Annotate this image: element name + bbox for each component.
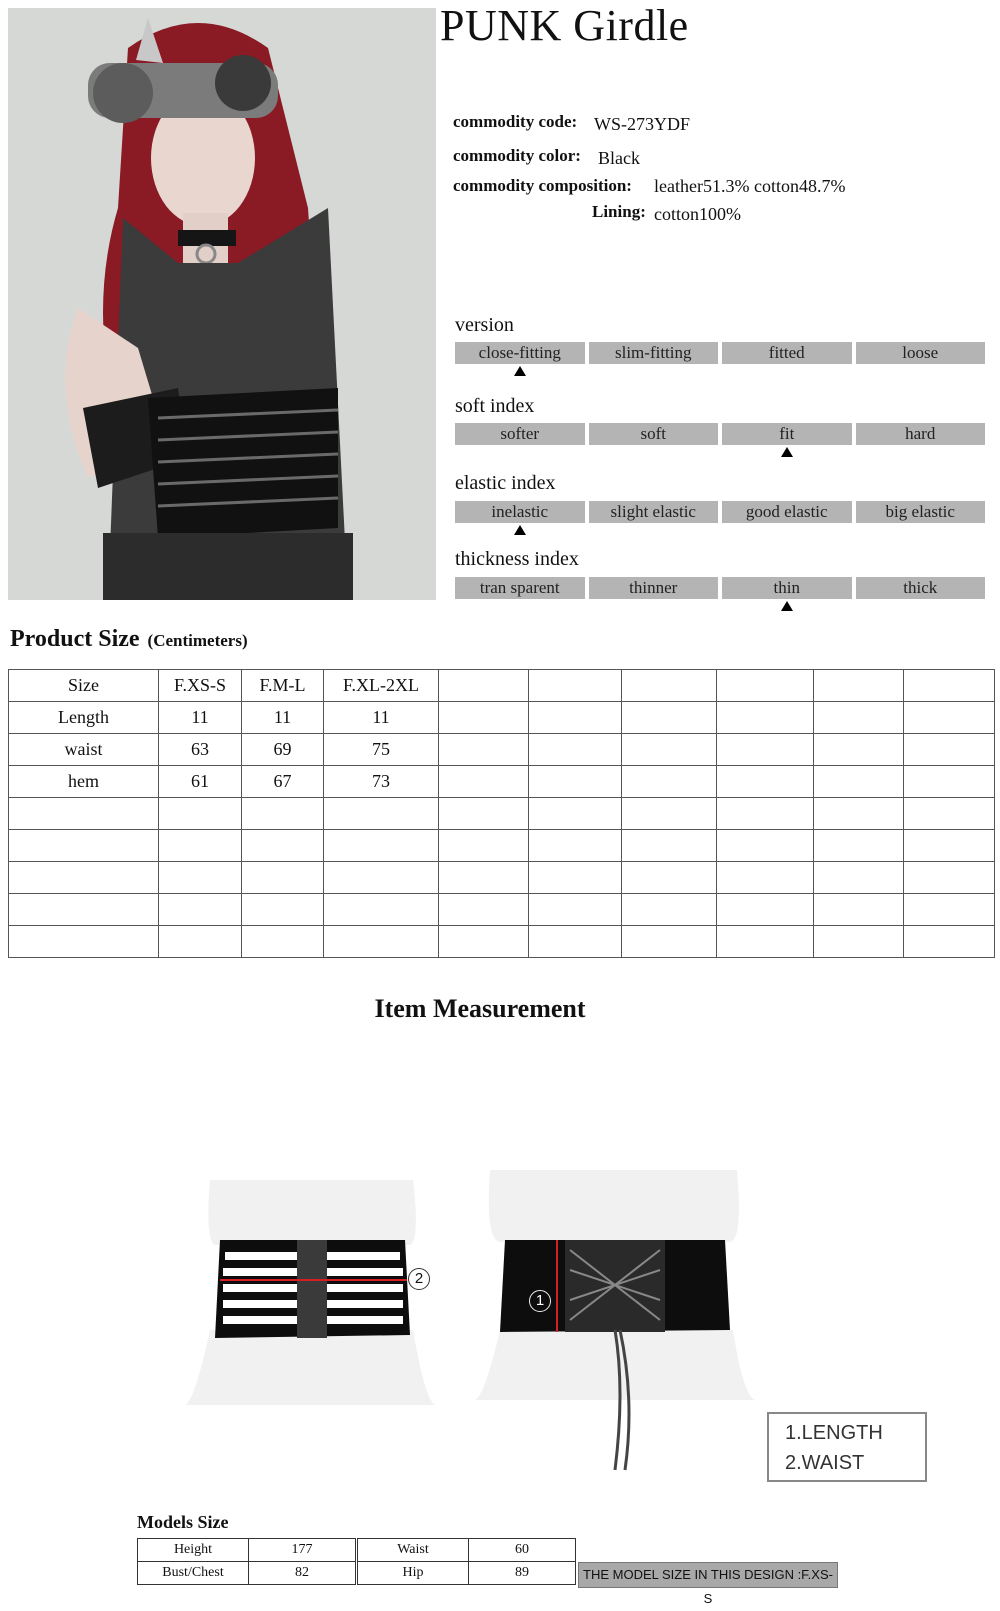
soft-index-option: fit — [722, 423, 852, 445]
table-cell — [904, 926, 995, 958]
size-table-header-row — [9, 670, 995, 702]
version-option: close-fitting — [455, 342, 585, 364]
product-size-title — [10, 626, 248, 653]
table-cell — [717, 830, 814, 862]
table-cell — [242, 926, 324, 958]
table-cell — [242, 830, 324, 862]
table-cell — [717, 766, 814, 798]
table-cell — [622, 894, 717, 926]
table-cell — [439, 766, 529, 798]
table-cell — [814, 734, 904, 766]
table-cell — [9, 830, 159, 862]
hip-label: Hip — [358, 1562, 469, 1585]
table-cell — [717, 734, 814, 766]
table-cell — [622, 926, 717, 958]
product-size-heading: Product Size — [10, 626, 140, 652]
table-cell — [717, 702, 814, 734]
lining-value: cotton100% — [654, 204, 741, 224]
table-cell — [529, 926, 622, 958]
table-cell — [9, 894, 159, 926]
table-cell — [9, 926, 159, 958]
table-cell — [622, 766, 717, 798]
table-cell: 63 — [159, 734, 242, 766]
table-cell — [904, 894, 995, 926]
product-title: PUNK Girdle — [440, 1, 689, 50]
table-cell — [814, 702, 904, 734]
models-table-left — [137, 1538, 356, 1585]
table-cell: F.M-L — [242, 670, 324, 702]
models-size-title: Models Size — [137, 1512, 229, 1532]
marker-2-icon: 2 — [408, 1268, 430, 1290]
elastic-index-option: slight elastic — [589, 501, 719, 523]
table-cell: waist — [9, 734, 159, 766]
table-cell — [324, 798, 439, 830]
table-cell — [904, 830, 995, 862]
table-cell — [159, 798, 242, 830]
thickness-index-scale — [455, 577, 985, 599]
composition-label: commodity composition: — [453, 176, 632, 195]
table-row — [9, 734, 995, 766]
elastic-index-option: good elastic — [722, 501, 852, 523]
table-cell: 11 — [159, 702, 242, 734]
table-cell — [159, 862, 242, 894]
table-cell — [324, 926, 439, 958]
table-cell — [717, 670, 814, 702]
soft-index-option: softer — [455, 423, 585, 445]
table-cell: 73 — [324, 766, 439, 798]
table-cell — [439, 894, 529, 926]
code-label: commodity code: — [453, 112, 578, 131]
table-cell: hem — [9, 766, 159, 798]
version-marker-icon — [514, 366, 526, 376]
table-cell — [529, 702, 622, 734]
table-cell — [439, 926, 529, 958]
table-row — [9, 798, 995, 830]
table-cell — [529, 830, 622, 862]
table-cell: Length — [9, 702, 159, 734]
table-cell: 67 — [242, 766, 324, 798]
table-cell: 75 — [324, 734, 439, 766]
table-cell — [529, 798, 622, 830]
soft-index-marker-icon — [781, 447, 793, 457]
model-size-note: THE MODEL SIZE IN THIS DESIGN :F.XS-S — [578, 1562, 838, 1588]
table-cell — [242, 894, 324, 926]
table-row — [9, 862, 995, 894]
table-cell — [159, 926, 242, 958]
color-label: commodity color: — [453, 146, 581, 165]
table-cell — [622, 734, 717, 766]
table-cell — [439, 734, 529, 766]
elastic-index-option: inelastic — [455, 501, 585, 523]
product-photo — [8, 8, 436, 600]
table-cell — [529, 766, 622, 798]
soft-index-option: soft — [589, 423, 719, 445]
table-cell — [622, 862, 717, 894]
models-table-right — [357, 1538, 576, 1585]
table-cell: Size — [9, 670, 159, 702]
version-scale — [455, 342, 985, 364]
version-option: fitted — [722, 342, 852, 364]
bust-value: 82 — [249, 1562, 356, 1585]
table-cell — [814, 894, 904, 926]
soft-index-option: hard — [856, 423, 986, 445]
table-cell — [622, 702, 717, 734]
item-measurement-title: Item Measurement — [374, 994, 586, 1023]
table-cell — [9, 862, 159, 894]
table-cell — [904, 670, 995, 702]
table-row — [9, 894, 995, 926]
table-cell: 61 — [159, 766, 242, 798]
table-cell: 11 — [324, 702, 439, 734]
table-cell: F.XS-S — [159, 670, 242, 702]
legend-item: 2.WAIST — [785, 1452, 865, 1474]
table-cell — [814, 798, 904, 830]
code-value: WS-273YDF — [594, 114, 691, 134]
marker-1-icon: 1 — [529, 1290, 551, 1312]
table-cell — [439, 702, 529, 734]
table-cell — [439, 798, 529, 830]
color-value: Black — [598, 148, 640, 168]
table-cell — [814, 670, 904, 702]
elastic-index-scale — [455, 501, 985, 523]
table-cell — [529, 670, 622, 702]
elastic-index-title: elastic index — [455, 472, 556, 494]
table-cell — [439, 830, 529, 862]
table-cell: F.XL-2XL — [324, 670, 439, 702]
version-title: version — [455, 314, 514, 336]
table-cell — [529, 862, 622, 894]
table-cell: 11 — [242, 702, 324, 734]
table-row — [9, 926, 995, 958]
table-cell — [717, 894, 814, 926]
composition-value: leather51.3% cotton48.7% — [654, 176, 846, 196]
bust-label: Bust/Chest — [138, 1562, 249, 1585]
table-cell — [439, 862, 529, 894]
product-size-unit: (Centimeters) — [147, 631, 248, 650]
table-cell — [904, 798, 995, 830]
table-cell — [529, 894, 622, 926]
table-cell — [904, 702, 995, 734]
table-cell — [904, 862, 995, 894]
table-cell — [904, 766, 995, 798]
table-cell — [242, 798, 324, 830]
table-cell — [529, 734, 622, 766]
table-cell — [9, 798, 159, 830]
version-option: loose — [856, 342, 986, 364]
table-cell — [622, 830, 717, 862]
height-value: 177 — [249, 1539, 356, 1562]
soft-index-scale — [455, 423, 985, 445]
table-cell — [717, 798, 814, 830]
thickness-index-option: thinner — [589, 577, 719, 599]
table-row — [9, 766, 995, 798]
table-cell — [159, 830, 242, 862]
height-label: Height — [138, 1539, 249, 1562]
table-cell — [622, 670, 717, 702]
table-cell — [904, 734, 995, 766]
elastic-index-marker-icon — [514, 525, 526, 535]
table-row — [9, 702, 995, 734]
legend-item: 1.LENGTH — [785, 1422, 883, 1444]
girdle-front-image — [185, 1170, 435, 1405]
table-cell — [814, 862, 904, 894]
version-option: slim-fitting — [589, 342, 719, 364]
measurement-legend — [767, 1412, 927, 1482]
thickness-index-option: thick — [856, 577, 986, 599]
thickness-index-title: thickness index — [455, 548, 579, 570]
hip-value: 89 — [469, 1562, 576, 1585]
soft-index-title: soft index — [455, 395, 535, 417]
table-cell — [324, 862, 439, 894]
waist-value: 60 — [469, 1539, 576, 1562]
table-cell — [324, 894, 439, 926]
table-cell — [439, 670, 529, 702]
waist-label: Waist — [358, 1539, 469, 1562]
table-cell — [814, 926, 904, 958]
lining-label: Lining: — [592, 202, 646, 221]
table-cell — [717, 926, 814, 958]
table-cell — [242, 862, 324, 894]
table-cell — [814, 766, 904, 798]
table-cell — [324, 830, 439, 862]
table-cell: 69 — [242, 734, 324, 766]
table-row — [9, 830, 995, 862]
thickness-index-option: thin — [722, 577, 852, 599]
table-cell — [622, 798, 717, 830]
table-cell — [717, 862, 814, 894]
table-cell — [814, 830, 904, 862]
girdle-back-image — [475, 1170, 755, 1480]
elastic-index-option: big elastic — [856, 501, 986, 523]
size-table — [8, 669, 995, 958]
thickness-index-option: tran sparent — [455, 577, 585, 599]
table-cell — [159, 894, 242, 926]
thickness-index-marker-icon — [781, 601, 793, 611]
